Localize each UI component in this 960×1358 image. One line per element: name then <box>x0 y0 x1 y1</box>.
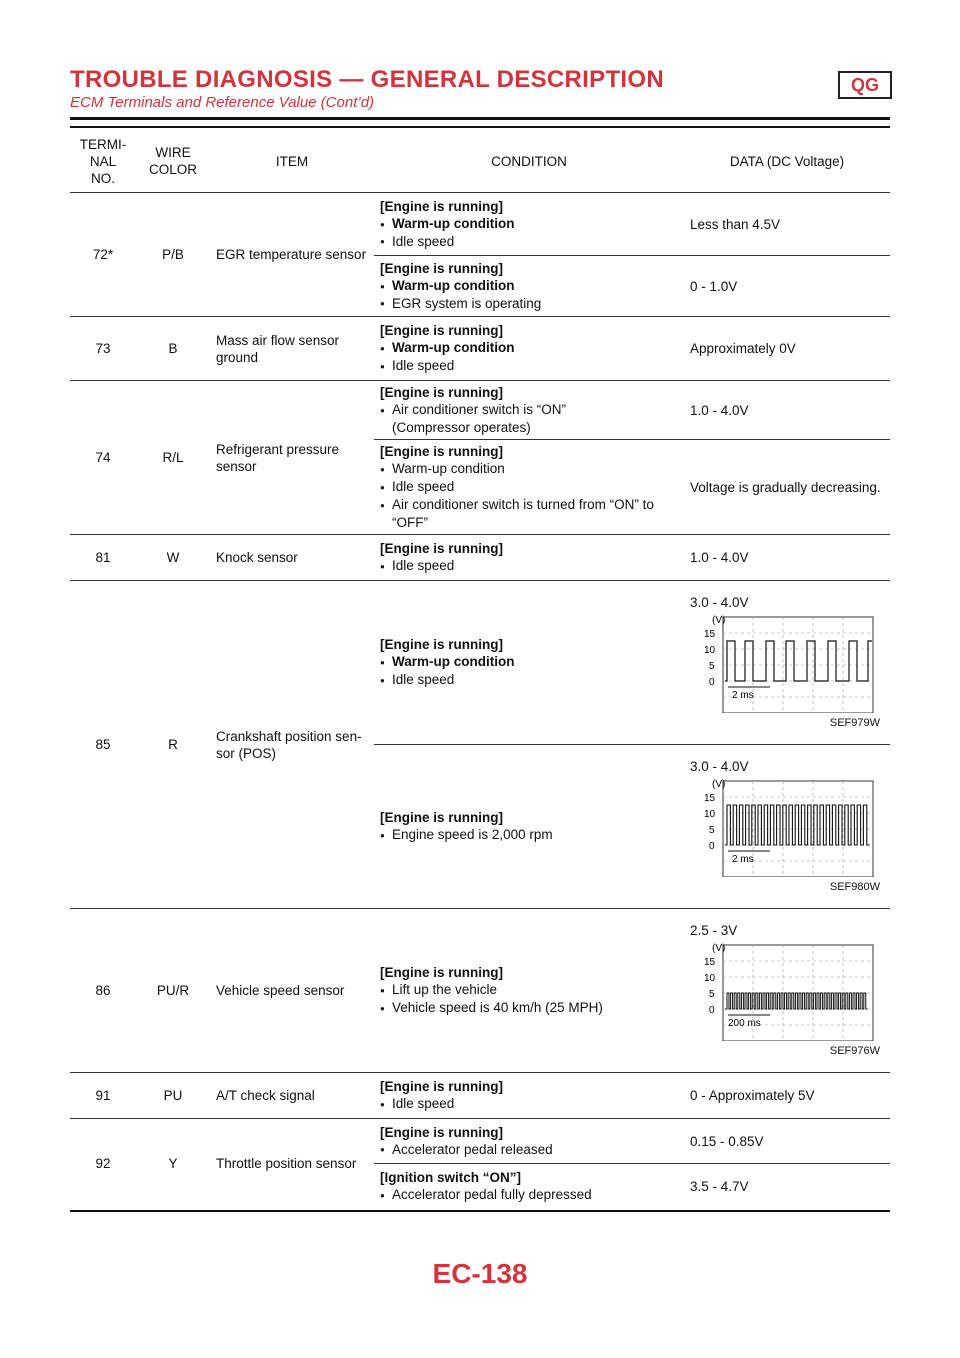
data-cell <box>684 745 890 909</box>
condition <box>374 745 684 909</box>
table-row <box>70 535 890 581</box>
condition <box>374 1119 684 1164</box>
condition-continuation: “OFF” <box>392 514 428 530</box>
condition-bullet: ● Idle speed <box>380 357 678 375</box>
table-row <box>70 909 890 1073</box>
scope-time-label: 200 ms <box>728 1017 761 1029</box>
data-cell <box>684 581 890 745</box>
terminal-no: 74 <box>70 381 136 535</box>
table-header-row <box>70 130 890 193</box>
scope-tick: 10 <box>704 644 716 656</box>
condition <box>374 193 684 256</box>
data-value: 0.15 - 0.85V <box>684 1119 890 1164</box>
waveform-scope <box>690 777 876 877</box>
condition-head: [Engine is running] <box>380 260 503 276</box>
scope-tick: 10 <box>704 972 716 984</box>
scope-time-label: 2 ms <box>732 689 754 701</box>
item-name: Refrigerant pressure sensor <box>210 381 374 535</box>
item-name: Vehicle speed sensor <box>210 909 374 1073</box>
condition-head: [Engine is running] <box>380 1124 503 1140</box>
header-rule <box>70 117 890 120</box>
condition <box>374 909 684 1073</box>
scope-unit: (V) <box>712 614 726 626</box>
ecm-terminal-table <box>70 130 890 1209</box>
scope-tick: 5 <box>709 988 715 1000</box>
condition-bullet: ● Warm-up condition <box>380 653 678 671</box>
condition-bullet: ● Vehicle speed is 40 km/h (25 MPH) <box>380 999 678 1017</box>
data-value: 2.5 - 3V <box>690 922 738 938</box>
scope-waveform <box>725 641 872 681</box>
condition-head: [Ignition switch “ON”] <box>380 1169 521 1185</box>
condition-bullet: ● Warm-up condition <box>380 339 678 357</box>
figure-id: SEF976W <box>829 1044 880 1057</box>
data-value: 3.5 - 4.7V <box>684 1164 890 1209</box>
condition-bullet: ● Idle speed <box>380 478 678 496</box>
data-value: 1.0 - 4.0V <box>684 535 890 581</box>
condition <box>374 317 684 381</box>
condition <box>374 440 684 535</box>
scope-time-label: 2 ms <box>732 853 754 865</box>
page-subtitle: ECM Terminals and Reference Value (Cont’d) <box>70 94 375 111</box>
condition <box>374 1073 684 1119</box>
scope-tick: 10 <box>704 808 716 820</box>
figure-id: SEF979W <box>829 716 880 729</box>
table-row <box>70 1119 890 1164</box>
condition-bullet: ● Accelerator pedal released <box>380 1141 678 1159</box>
condition-head: [Engine is running] <box>380 385 503 401</box>
wire-color: R <box>136 581 210 909</box>
wire-color: B <box>136 317 210 381</box>
data-value: Voltage is gradually decreasing. <box>684 440 890 535</box>
scope-tick: 0 <box>709 840 715 852</box>
scope-tick: 5 <box>709 824 715 836</box>
item-name: Mass air flow sensor ground <box>210 317 374 381</box>
table-top-rule <box>70 126 890 128</box>
data-value: 0 - Approximately 5V <box>684 1073 890 1119</box>
waveform-scope <box>690 613 876 713</box>
scope-tick: 15 <box>704 792 716 804</box>
condition-continuation: (Compressor operates) <box>392 419 531 435</box>
scope-tick: 0 <box>709 1004 715 1016</box>
condition-head: [Engine is running] <box>380 810 503 826</box>
condition-bullet: ● Idle speed <box>380 1095 678 1113</box>
condition <box>374 256 684 317</box>
terminal-no: 73 <box>70 317 136 381</box>
condition-bullet: ● Air conditioner switch is “ON” <box>380 401 678 419</box>
col-data: DATA (DC Voltage) <box>729 153 845 169</box>
terminal-no: 86 <box>70 909 136 1073</box>
condition-bullet: ● EGR system is operating <box>380 295 678 313</box>
condition-bullet: ● Idle speed <box>380 671 678 689</box>
section-badge: QG <box>838 71 892 99</box>
terminal-no: 81 <box>70 535 136 581</box>
terminal-no: 91 <box>70 1073 136 1119</box>
scope-tick: 15 <box>704 628 716 640</box>
condition-head: [Engine is running] <box>380 965 503 981</box>
item-name: Knock sensor <box>210 535 374 581</box>
wire-color: W <box>136 535 210 581</box>
wire-color: PU/R <box>136 909 210 1073</box>
data-value: 1.0 - 4.0V <box>684 381 890 440</box>
data-cell <box>684 909 890 1073</box>
table-row <box>70 317 890 381</box>
wire-color: R/L <box>136 381 210 535</box>
scope-tick: 15 <box>704 956 716 968</box>
condition-bullet: ● Engine speed is 2,000 rpm <box>380 826 678 844</box>
condition-head: [Engine is running] <box>380 541 503 557</box>
table-bottom-rule <box>70 1210 890 1212</box>
col-terminal: TERMI- NAL NO. <box>79 136 127 186</box>
condition-head: [Engine is running] <box>380 444 503 460</box>
scope-unit: (V) <box>712 942 726 954</box>
figure-id: SEF980W <box>829 880 880 893</box>
item-name: Throttle position sensor <box>210 1119 374 1209</box>
wire-color: P/B <box>136 193 210 317</box>
col-item: ITEM <box>275 153 309 169</box>
condition-head: [Engine is running] <box>380 198 503 214</box>
terminal-no: 85 <box>70 581 136 909</box>
condition-bullet: ● Air conditioner switch is turned from “ON” to <box>380 496 678 514</box>
condition-head: [Engine is running] <box>380 323 503 339</box>
item-name: A/T check signal <box>210 1073 374 1119</box>
item-name: EGR temperature sensor <box>210 193 374 317</box>
scope-waveform <box>725 993 867 1009</box>
page-title: TROUBLE DIAGNOSIS — GENERAL DESCRIPTION <box>70 66 664 93</box>
waveform-scope <box>690 941 876 1041</box>
condition-bullet: ● Idle speed <box>380 557 678 575</box>
item-name: Crankshaft position sen- sor (POS) <box>210 581 374 909</box>
condition-bullet: ● Idle speed <box>380 233 678 251</box>
terminal-no: 92 <box>70 1119 136 1209</box>
data-value: 0 - 1.0V <box>684 256 890 317</box>
condition-bullet: ● Warm-up condition <box>380 215 678 233</box>
scope-waveform <box>725 805 870 845</box>
wire-color: PU <box>136 1073 210 1119</box>
condition-bullet: ● Accelerator pedal fully depressed <box>380 1186 678 1204</box>
data-value: 3.0 - 4.0V <box>690 758 749 774</box>
condition <box>374 1164 684 1209</box>
col-wire: WIRE COLOR <box>148 145 197 177</box>
table-row <box>70 381 890 440</box>
table-row <box>70 193 890 256</box>
condition-bullet: ● Lift up the vehicle <box>380 981 678 999</box>
page-number: EC-138 <box>432 1258 528 1289</box>
data-value: Approximately 0V <box>684 317 890 381</box>
table-row <box>70 581 890 745</box>
col-condition: CONDITION <box>491 153 567 169</box>
data-value: Less than 4.5V <box>684 193 890 256</box>
condition-head: [Engine is running] <box>380 637 503 653</box>
condition <box>374 381 684 440</box>
condition <box>374 535 684 581</box>
scope-tick: 0 <box>709 676 715 688</box>
condition-bullet: ● Warm-up condition <box>380 277 678 295</box>
data-value: 3.0 - 4.0V <box>690 594 749 610</box>
scope-tick: 5 <box>709 660 715 672</box>
scope-unit: (V) <box>712 778 726 790</box>
condition <box>374 581 684 745</box>
table-row <box>70 1073 890 1119</box>
wire-color: Y <box>136 1119 210 1209</box>
condition-bullet: ● Warm-up condition <box>380 460 678 478</box>
condition-head: [Engine is running] <box>380 1079 503 1095</box>
terminal-no: 72* <box>70 193 136 317</box>
